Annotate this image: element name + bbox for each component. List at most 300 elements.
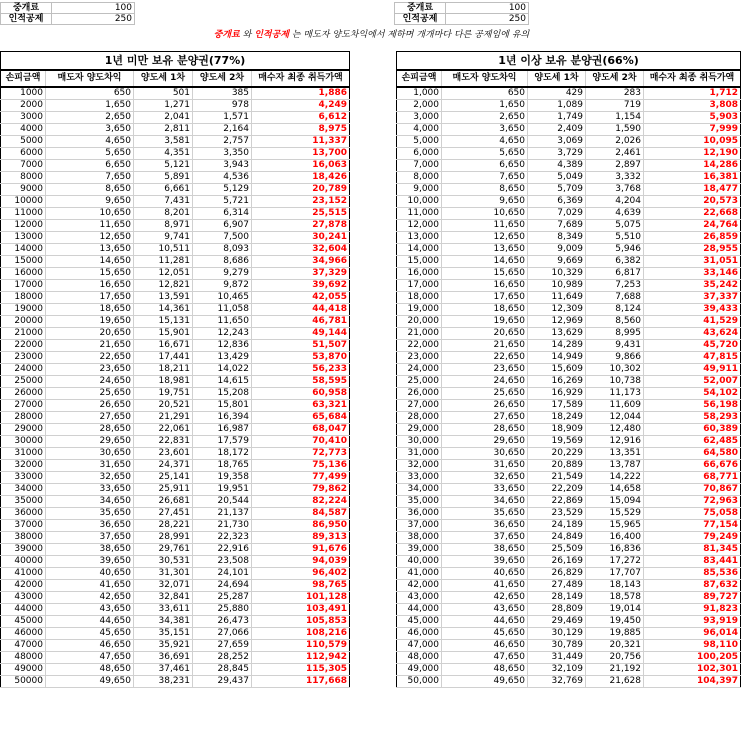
final-cost-cell[interactable]: 30,241 [252,232,350,244]
final-cost-cell[interactable]: 87,632 [644,580,741,592]
final-cost-cell[interactable]: 16,381 [644,172,741,184]
table-cell[interactable]: 650 [442,87,528,100]
table-cell[interactable]: 17,272 [586,556,644,568]
table-cell[interactable]: 10,302 [586,364,644,376]
param-label[interactable]: 중개료 [1,3,52,14]
final-cost-cell[interactable]: 39,433 [644,304,741,316]
table-cell[interactable]: 17,650 [442,292,528,304]
table-cell[interactable]: 38,000 [397,532,442,544]
final-cost-cell[interactable]: 1,712 [644,87,741,100]
final-cost-cell[interactable]: 96,014 [644,628,741,640]
table-cell[interactable]: 49,650 [46,676,134,688]
table-cell[interactable]: 37,650 [46,532,134,544]
final-cost-cell[interactable]: 1,886 [252,87,350,100]
param-value[interactable]: 250 [446,14,529,25]
table-cell[interactable]: 11000 [1,208,46,220]
final-cost-cell[interactable]: 79,249 [644,532,741,544]
table-cell[interactable]: 23000 [1,352,46,364]
table-cell[interactable]: 43,650 [46,604,134,616]
table-cell[interactable]: 18,249 [528,412,586,424]
column-header[interactable]: 매수자 최종 취득가액 [644,70,741,87]
table-cell[interactable]: 29,437 [193,676,252,688]
final-cost-cell[interactable]: 105,853 [252,616,350,628]
table-cell[interactable]: 18,578 [586,592,644,604]
table-cell[interactable]: 16,987 [193,424,252,436]
table-cell[interactable]: 15,131 [134,316,193,328]
table-cell[interactable]: 38,650 [46,544,134,556]
column-header[interactable]: 손피금액 [397,70,442,87]
final-cost-cell[interactable]: 43,624 [644,328,741,340]
final-cost-cell[interactable]: 6,612 [252,112,350,124]
column-header[interactable]: 양도세 1차 [528,70,586,87]
table-cell[interactable]: 45000 [1,616,46,628]
table-cell[interactable]: 9,279 [193,268,252,280]
table-cell[interactable]: 4,204 [586,196,644,208]
final-cost-cell[interactable]: 102,301 [644,664,741,676]
final-cost-cell[interactable]: 103,491 [252,604,350,616]
table-cell[interactable]: 21,192 [586,664,644,676]
table-cell[interactable]: 39,650 [442,556,528,568]
table-cell[interactable]: 13000 [1,232,46,244]
table-cell[interactable]: 35,151 [134,628,193,640]
table-cell[interactable]: 20,229 [528,448,586,460]
table-cell[interactable]: 13,591 [134,292,193,304]
final-cost-cell[interactable]: 24,764 [644,220,741,232]
table-cell[interactable]: 24,694 [193,580,252,592]
table-cell[interactable]: 14,650 [46,256,134,268]
table-cell[interactable]: 20,321 [586,640,644,652]
table-cell[interactable]: 10,511 [134,244,193,256]
table-cell[interactable]: 23,000 [397,352,442,364]
table-cell[interactable]: 35,921 [134,640,193,652]
final-cost-cell[interactable]: 18,477 [644,184,741,196]
final-cost-cell[interactable]: 5,903 [644,112,741,124]
table-cell[interactable]: 5000 [1,136,46,148]
table-cell[interactable]: 16,650 [46,280,134,292]
table-cell[interactable]: 19,650 [442,316,528,328]
table-cell[interactable]: 10,989 [528,280,586,292]
table-cell[interactable]: 4,536 [193,172,252,184]
final-cost-cell[interactable]: 68,047 [252,424,350,436]
table-cell[interactable]: 33,000 [397,472,442,484]
table-cell[interactable]: 5,650 [46,148,134,160]
table-cell[interactable]: 21000 [1,328,46,340]
table-cell[interactable]: 32,650 [442,472,528,484]
table-cell[interactable]: 31,449 [528,652,586,664]
table-cell[interactable]: 14,949 [528,352,586,364]
table-cell[interactable]: 26,650 [46,400,134,412]
table-cell[interactable]: 24,101 [193,568,252,580]
table-cell[interactable]: 19000 [1,304,46,316]
table-cell[interactable]: 19,885 [586,628,644,640]
final-cost-cell[interactable]: 44,418 [252,304,350,316]
table-cell[interactable]: 27000 [1,400,46,412]
table-cell[interactable]: 28000 [1,412,46,424]
table-cell[interactable]: 3,069 [528,136,586,148]
table-cell[interactable]: 34,381 [134,616,193,628]
table-cell[interactable]: 8,093 [193,244,252,256]
table-cell[interactable]: 719 [586,100,644,112]
table-cell[interactable]: 21,650 [442,340,528,352]
table-cell[interactable]: 13,650 [442,244,528,256]
final-cost-cell[interactable]: 96,402 [252,568,350,580]
final-cost-cell[interactable]: 3,808 [644,100,741,112]
table-cell[interactable]: 18000 [1,292,46,304]
table-cell[interactable]: 19,569 [528,436,586,448]
table-cell[interactable]: 12,051 [134,268,193,280]
table-cell[interactable]: 24,650 [442,376,528,388]
table-cell[interactable]: 25,650 [442,388,528,400]
table-cell[interactable]: 48,000 [397,652,442,664]
table-cell[interactable]: 6,817 [586,268,644,280]
table-cell[interactable]: 9000 [1,184,46,196]
final-cost-cell[interactable]: 60,389 [644,424,741,436]
table-cell[interactable]: 40,650 [442,568,528,580]
table-cell[interactable]: 15,208 [193,388,252,400]
final-cost-cell[interactable]: 37,337 [644,292,741,304]
final-cost-cell[interactable]: 32,604 [252,244,350,256]
table-cell[interactable]: 15,094 [586,496,644,508]
column-header[interactable]: 매도자 양도차익 [46,70,134,87]
final-cost-cell[interactable]: 75,058 [644,508,741,520]
final-cost-cell[interactable]: 56,233 [252,364,350,376]
table-cell[interactable]: 16,000 [397,268,442,280]
table-cell[interactable]: 4,639 [586,208,644,220]
table-cell[interactable]: 22,000 [397,340,442,352]
table-cell[interactable]: 19,650 [46,316,134,328]
table-cell[interactable]: 34000 [1,484,46,496]
table-cell[interactable]: 39,000 [397,544,442,556]
table-cell[interactable]: 8,995 [586,328,644,340]
table-cell[interactable]: 20,521 [134,400,193,412]
final-cost-cell[interactable]: 33,146 [644,268,741,280]
final-cost-cell[interactable]: 63,321 [252,400,350,412]
table-cell[interactable]: 33,650 [442,484,528,496]
table-cell[interactable]: 7000 [1,160,46,172]
table-cell[interactable]: 34,650 [442,496,528,508]
table-cell[interactable]: 1,650 [442,100,528,112]
table-cell[interactable]: 3,943 [193,160,252,172]
final-cost-cell[interactable]: 37,329 [252,268,350,280]
table-cell[interactable]: 27,066 [193,628,252,640]
column-header[interactable]: 양도세 2차 [586,70,644,87]
table-cell[interactable]: 2,650 [442,112,528,124]
table-cell[interactable]: 21,549 [528,472,586,484]
table-cell[interactable]: 13,351 [586,448,644,460]
table-cell[interactable]: 15,901 [134,328,193,340]
final-cost-cell[interactable]: 81,345 [644,544,741,556]
final-cost-cell[interactable]: 64,580 [644,448,741,460]
table-cell[interactable]: 26,681 [134,496,193,508]
table-cell[interactable]: 2,409 [528,124,586,136]
table-cell[interactable]: 25,650 [46,388,134,400]
table-cell[interactable]: 33,611 [134,604,193,616]
table-cell[interactable]: 1,571 [193,112,252,124]
final-cost-cell[interactable]: 26,859 [644,232,741,244]
final-cost-cell[interactable]: 13,700 [252,148,350,160]
table-cell[interactable]: 31,301 [134,568,193,580]
final-cost-cell[interactable]: 20,789 [252,184,350,196]
final-cost-cell[interactable]: 72,963 [644,496,741,508]
table-cell[interactable]: 6,314 [193,208,252,220]
table-cell[interactable]: 32,000 [397,460,442,472]
table-cell[interactable]: 11,650 [46,220,134,232]
final-cost-cell[interactable]: 47,815 [644,352,741,364]
final-cost-cell[interactable]: 10,095 [644,136,741,148]
table-cell[interactable]: 30,129 [528,628,586,640]
table-cell[interactable]: 10,650 [46,208,134,220]
table-cell[interactable]: 3,581 [134,136,193,148]
table-cell[interactable]: 21,291 [134,412,193,424]
table-cell[interactable]: 35,650 [442,508,528,520]
final-cost-cell[interactable]: 23,152 [252,196,350,208]
table-cell[interactable]: 7,500 [193,232,252,244]
table-cell[interactable]: 28,650 [442,424,528,436]
table-cell[interactable]: 15,965 [586,520,644,532]
table-cell[interactable]: 25,911 [134,484,193,496]
table-cell[interactable]: 6,369 [528,196,586,208]
table-cell[interactable]: 16,400 [586,532,644,544]
table-cell[interactable]: 33,650 [46,484,134,496]
table-cell[interactable]: 24,650 [46,376,134,388]
table-cell[interactable]: 23,529 [528,508,586,520]
table-cell[interactable]: 30,000 [397,436,442,448]
table-cell[interactable]: 25,287 [193,592,252,604]
table-cell[interactable]: 27,489 [528,580,586,592]
table-cell[interactable]: 41,650 [46,580,134,592]
final-cost-cell[interactable]: 11,337 [252,136,350,148]
table-cell[interactable]: 6,382 [586,256,644,268]
final-cost-cell[interactable]: 91,823 [644,604,741,616]
table-cell[interactable]: 44,650 [442,616,528,628]
table-cell[interactable]: 17,650 [46,292,134,304]
table-cell[interactable]: 47,000 [397,640,442,652]
final-cost-cell[interactable]: 70,410 [252,436,350,448]
table-cell[interactable]: 2,650 [46,112,134,124]
table-cell[interactable]: 35,650 [46,508,134,520]
final-cost-cell[interactable]: 49,144 [252,328,350,340]
table-cell[interactable]: 13,629 [528,328,586,340]
table-cell[interactable]: 7,000 [397,160,442,172]
table-cell[interactable]: 37,000 [397,520,442,532]
table-cell[interactable]: 30,650 [442,448,528,460]
final-cost-cell[interactable]: 51,507 [252,340,350,352]
table-cell[interactable]: 24,189 [528,520,586,532]
final-cost-cell[interactable]: 16,063 [252,160,350,172]
table-cell[interactable]: 22,650 [46,352,134,364]
final-cost-cell[interactable]: 98,765 [252,580,350,592]
table-cell[interactable]: 29,650 [442,436,528,448]
table-cell[interactable]: 19,751 [134,388,193,400]
final-cost-cell[interactable]: 75,136 [252,460,350,472]
final-cost-cell[interactable]: 28,955 [644,244,741,256]
table-cell[interactable]: 501 [134,87,193,100]
table-cell[interactable]: 9,431 [586,340,644,352]
table-cell[interactable]: 9,009 [528,244,586,256]
final-cost-cell[interactable]: 98,110 [644,640,741,652]
table-cell[interactable]: 31,000 [397,448,442,460]
table-cell[interactable]: 4,650 [442,136,528,148]
table-cell[interactable]: 8,686 [193,256,252,268]
table-cell[interactable]: 5,510 [586,232,644,244]
table-cell[interactable]: 42000 [1,580,46,592]
table-cell[interactable]: 37,650 [442,532,528,544]
final-cost-cell[interactable]: 20,573 [644,196,741,208]
table-cell[interactable]: 28,252 [193,652,252,664]
table-cell[interactable]: 15,801 [193,400,252,412]
table-cell[interactable]: 46,650 [46,640,134,652]
table-cell[interactable]: 18,909 [528,424,586,436]
table-cell[interactable]: 20,000 [397,316,442,328]
final-cost-cell[interactable]: 70,867 [644,484,741,496]
param-label[interactable]: 인적공제 [395,14,446,25]
final-cost-cell[interactable]: 104,397 [644,676,741,688]
table-cell[interactable]: 26,169 [528,556,586,568]
table-cell[interactable]: 48,650 [442,664,528,676]
table-cell[interactable]: 31,650 [442,460,528,472]
final-cost-cell[interactable]: 115,305 [252,664,350,676]
final-cost-cell[interactable]: 39,692 [252,280,350,292]
table-cell[interactable]: 21,730 [193,520,252,532]
table-cell[interactable]: 1,089 [528,100,586,112]
table-cell[interactable]: 1000 [1,87,46,100]
final-cost-cell[interactable]: 58,293 [644,412,741,424]
table-cell[interactable]: 21,650 [46,340,134,352]
table-cell[interactable]: 10,738 [586,376,644,388]
table-cell[interactable]: 36,650 [442,520,528,532]
table-cell[interactable]: 24000 [1,364,46,376]
table-cell[interactable]: 8,650 [46,184,134,196]
table-cell[interactable]: 21,628 [586,676,644,688]
table-cell[interactable]: 13,787 [586,460,644,472]
table-cell[interactable]: 36000 [1,508,46,520]
table-cell[interactable]: 12,044 [586,412,644,424]
table-cell[interactable]: 7,689 [528,220,586,232]
table-cell[interactable]: 17,589 [528,400,586,412]
table-cell[interactable]: 11,649 [528,292,586,304]
table-cell[interactable]: 5,650 [442,148,528,160]
table-cell[interactable]: 28,221 [134,520,193,532]
table-cell[interactable]: 45,650 [442,628,528,640]
table-cell[interactable]: 41,000 [397,568,442,580]
table-cell[interactable]: 11,173 [586,388,644,400]
final-cost-cell[interactable]: 4,249 [252,100,350,112]
table-cell[interactable]: 32,109 [528,664,586,676]
table-cell[interactable]: 42,000 [397,580,442,592]
table-cell[interactable]: 6,000 [397,148,442,160]
table-cell[interactable]: 5,129 [193,184,252,196]
table-cell[interactable]: 17,000 [397,280,442,292]
param-label[interactable]: 중개료 [395,3,446,14]
final-cost-cell[interactable]: 34,966 [252,256,350,268]
table-cell[interactable]: 17000 [1,280,46,292]
table-cell[interactable]: 22,831 [134,436,193,448]
table-cell[interactable]: 11,000 [397,208,442,220]
table-cell[interactable]: 26,829 [528,568,586,580]
table-cell[interactable]: 8000 [1,172,46,184]
table-cell[interactable]: 45,000 [397,616,442,628]
table-cell[interactable]: 15,529 [586,508,644,520]
final-cost-cell[interactable]: 62,485 [644,436,741,448]
table-cell[interactable]: 14,615 [193,376,252,388]
table-cell[interactable]: 8,349 [528,232,586,244]
table-cell[interactable]: 12,243 [193,328,252,340]
table-cell[interactable]: 28,845 [193,664,252,676]
table-cell[interactable]: 19,951 [193,484,252,496]
table-cell[interactable]: 26,650 [442,400,528,412]
table-cell[interactable]: 4000 [1,124,46,136]
final-cost-cell[interactable]: 56,198 [644,400,741,412]
table-cell[interactable]: 37,461 [134,664,193,676]
column-header[interactable]: 손피금액 [1,70,46,87]
table-cell[interactable]: 283 [586,87,644,100]
table-cell[interactable]: 18,650 [46,304,134,316]
table-cell[interactable]: 28,149 [528,592,586,604]
table-cell[interactable]: 9,741 [134,232,193,244]
table-cell[interactable]: 36,691 [134,652,193,664]
table-cell[interactable]: 24,849 [528,532,586,544]
table-cell[interactable]: 48000 [1,652,46,664]
table-cell[interactable]: 32000 [1,460,46,472]
table-cell[interactable]: 37000 [1,520,46,532]
final-cost-cell[interactable]: 8,975 [252,124,350,136]
table-cell[interactable]: 14,289 [528,340,586,352]
param-value[interactable]: 100 [52,3,135,14]
table-cell[interactable]: 25,880 [193,604,252,616]
table-cell[interactable]: 46,000 [397,628,442,640]
table-cell[interactable]: 36,000 [397,508,442,520]
table-cell[interactable]: 16,671 [134,340,193,352]
table-cell[interactable]: 2,026 [586,136,644,148]
table-cell[interactable]: 38000 [1,532,46,544]
table-cell[interactable]: 20,650 [46,328,134,340]
table-cell[interactable]: 10,650 [442,208,528,220]
table-cell[interactable]: 19,014 [586,604,644,616]
table-cell[interactable]: 4,650 [46,136,134,148]
table-cell[interactable]: 40,000 [397,556,442,568]
table-cell[interactable]: 23,650 [46,364,134,376]
table-cell[interactable]: 47000 [1,640,46,652]
table-cell[interactable]: 3,729 [528,148,586,160]
table-cell[interactable]: 3,350 [193,148,252,160]
final-cost-cell[interactable]: 46,781 [252,316,350,328]
table-cell[interactable]: 9,000 [397,184,442,196]
table-cell[interactable]: 28,000 [397,412,442,424]
table-cell[interactable]: 49,000 [397,664,442,676]
table-cell[interactable]: 18,650 [442,304,528,316]
table-cell[interactable]: 32,071 [134,580,193,592]
table-cell[interactable]: 27,000 [397,400,442,412]
table-cell[interactable]: 7,688 [586,292,644,304]
table-cell[interactable]: 22000 [1,340,46,352]
table-cell[interactable]: 27,451 [134,508,193,520]
table-cell[interactable]: 26,473 [193,616,252,628]
table-cell[interactable]: 34,650 [46,496,134,508]
final-cost-cell[interactable]: 79,862 [252,484,350,496]
table-cell[interactable]: 28,991 [134,532,193,544]
table-cell[interactable]: 17,707 [586,568,644,580]
table-cell[interactable]: 3,332 [586,172,644,184]
table-cell[interactable]: 22,061 [134,424,193,436]
table-cell[interactable]: 29,761 [134,544,193,556]
table-cell[interactable]: 11,609 [586,400,644,412]
table-cell[interactable]: 20,889 [528,460,586,472]
table-cell[interactable]: 3,000 [397,112,442,124]
table-cell[interactable]: 8,971 [134,220,193,232]
final-cost-cell[interactable]: 82,224 [252,496,350,508]
table-cell[interactable]: 9,866 [586,352,644,364]
table-cell[interactable]: 9,872 [193,280,252,292]
